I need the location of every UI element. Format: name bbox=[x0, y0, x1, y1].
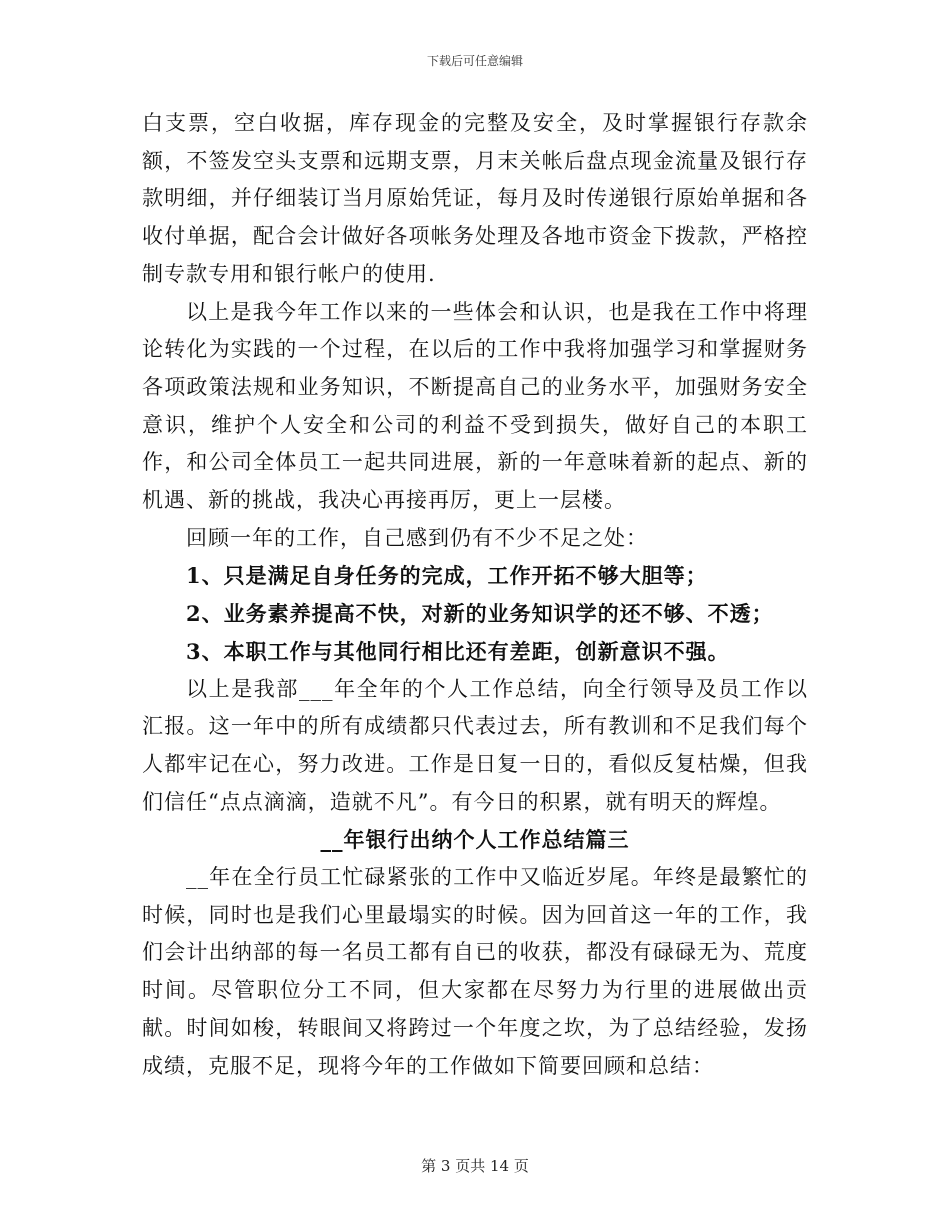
shortcoming-item-3: 3、本职工作与其他同行相比还有差距，创新意识不强。 bbox=[186, 638, 730, 664]
document-body bbox=[142, 105, 808, 1085]
page-number: 第 3 页共 14 页 bbox=[421, 1157, 529, 1175]
paragraph-shortcomings-intro: 回顾一年的工作，自己感到仍有不少不足之处： bbox=[186, 525, 648, 550]
paragraph-continuation: 白支票，空白收据，库存现金的完整及安全，及时掌握银行存款余额，不签发空头支票和远期支票，月末关帐后盘点现金流量及银行存款明细，并仔细装订当月原始凭证，每月及时传递银行原始单据和各收付单据，配合会计做好各项帐务处理及各地市资金下拨款，严格控制专款专用和银行帐户的使用. bbox=[142, 111, 808, 286]
paragraph-conclusion: 以上是我部___年全年的个人工作总结，向全行领导及员工作以汇报。这一年中的所有成绩都只代表过去，所有教训和不足我们每个人都牢记在心，努力改进。工作是日复一日的，看似反复枯燥，但我们信任“点点滴滴，造就不凡”。有今日的积累，就有明天的辉煌。 bbox=[142, 676, 808, 814]
section-title: __年银行出纳个人工作总结篇三 bbox=[320, 827, 630, 853]
paragraph-section-intro: __年在全行员工忙碌紧张的工作中又临近岁尾。年终是最繁忙的时候，同时也是我们心里最塌实的时候。因为回首这一年的工作，我们会计出纳部的每一名员工都有自已的收获，都没有碌碌无为、荒度时间。尽管职位分工不同，但大家都在尽努力为行里的进展做出贡献。时间如梭，转眼间又将跨过一个年度之坎，为了总结经验，发扬成绩，克服不足，现将今年的工作做如下简要回顾和总结： bbox=[142, 865, 808, 1078]
paragraph-reflection: 以上是我今年工作以来的一些体会和认识，也是我在工作中将理论转化为实践的一个过程，在以后的工作中我将加强学习和掌握财务各项政策法规和业务知识，不断提高自己的业务水平，加强财务安全意识，维护个人安全和公司的利益不受到损失，做好自己的本职工作，和公司全体员工一起共同进展，新的一年意味着新的起点、新的机遇、新的挑战，我决心再接再厉，更上一层楼。 bbox=[142, 299, 808, 513]
shortcoming-item-2: 2、业务素养提高不快，对新的业务知识学的还不够、不透； bbox=[186, 601, 774, 627]
page-header: 下载后可任意编辑 bbox=[426, 54, 523, 68]
shortcoming-item-1: 1、只是满足自身任务的完成，工作开拓不够大胆等； bbox=[186, 563, 708, 589]
